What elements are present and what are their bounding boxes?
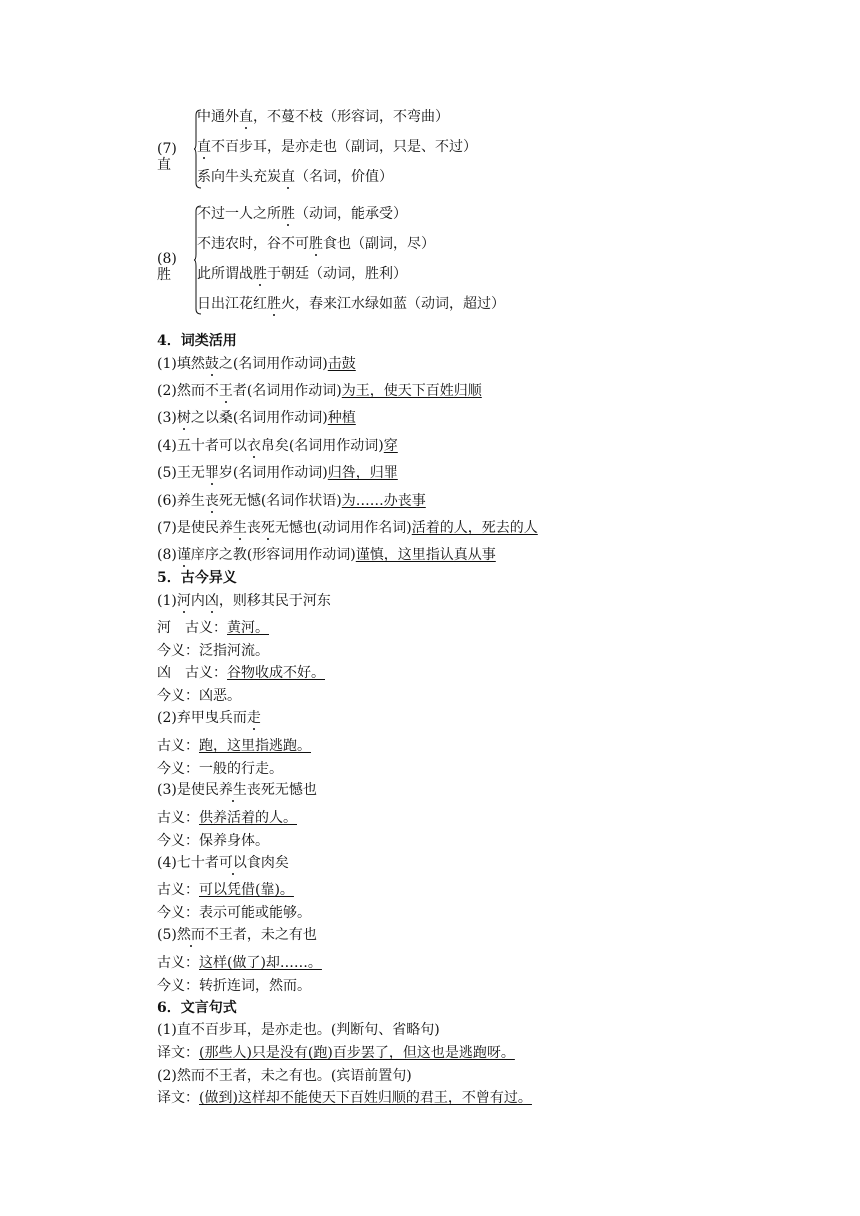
old-meaning: 古义：可以凭借(靠)。 — [157, 882, 294, 898]
example-sentence: (1)直不百步耳，是亦走也。(判断句、省略句) — [157, 1022, 440, 1038]
list-item: (8)谨庠序之教(形容词用作动词)谨慎，这里指认真从事 — [157, 547, 496, 563]
new-meaning: 今义：表示可能或能够。 — [157, 905, 311, 921]
old-meaning: 凶 古义：谷物收成不好。 — [157, 665, 325, 681]
list-item: (1)填然鼓之(名词用作动词)击鼓 — [157, 356, 356, 372]
example-sentence: (3)是使民养生丧死无憾也 — [157, 782, 317, 798]
section-heading: 4．词类活用 — [157, 333, 237, 349]
polysemy-line: 系向牛头充炭直（名词，价值） — [197, 169, 393, 185]
polysemy-line: 不过一人之所胜（动词，能承受） — [197, 206, 407, 222]
old-meaning: 古义：供养活着的人。 — [157, 810, 297, 826]
list-item: (7)是使民养生丧死无憾也(动词用作名词)活着的人，死去的人 — [157, 520, 538, 536]
old-meaning: 河 古义：黄河。 — [157, 620, 269, 636]
section-heading: 5．古今异义 — [157, 570, 237, 586]
polysemy-label: (8)胜 — [157, 251, 177, 283]
example-sentence: (2)然而不王者，未之有也。(宾语前置句) — [157, 1068, 412, 1084]
translation: 译文：(那些人)只是没有(跑)百步罢了，但这也是逃跑呀。 — [157, 1045, 515, 1061]
old-meaning: 古义：这样(做了)却……。 — [157, 955, 322, 971]
new-meaning: 今义：转折连词，然而。 — [157, 978, 311, 994]
new-meaning: 今义：一般的行走。 — [157, 761, 283, 777]
list-item: (4)五十者可以衣帛矣(名词用作动词)穿 — [157, 438, 398, 454]
polysemy-line: 不违农时，谷不可胜食也（副词，尽） — [197, 236, 435, 252]
polysemy-line: 此所谓战胜于朝廷（动词，胜利） — [197, 266, 407, 282]
translation: 译文：(做到)这样却不能使天下百姓归顺的君王，不曾有过。 — [157, 1090, 532, 1106]
example-sentence: (2)弃甲曳兵而走 — [157, 710, 261, 726]
list-item: (3)树之以桑(名词用作动词)种植 — [157, 410, 356, 426]
example-sentence: (1)河内凶，则移其民于河东 — [157, 593, 331, 609]
list-item: (6)养生丧死无憾(名词作状语)为……办丧事 — [157, 493, 426, 509]
example-sentence: (4)七十者可以食肉矣 — [157, 855, 289, 871]
polysemy-label: (7)直 — [157, 141, 177, 173]
new-meaning: 今义：泛指河流。 — [157, 643, 269, 659]
list-item: (5)王无罪岁(名词用作动词)归咎，归罪 — [157, 465, 398, 481]
polysemy-line: 直不百步耳，是亦走也（副词，只是、不过） — [197, 139, 477, 155]
polysemy-line: 中通外直，不蔓不枝（形容词，不弯曲） — [197, 109, 449, 125]
list-item: (2)然而不王者(名词用作动词)为王，使天下百姓归顺 — [157, 383, 482, 399]
example-sentence: (5)然而不王者，未之有也 — [157, 927, 317, 943]
polysemy-line: 日出江花红胜火，春来江水绿如蓝（动词，超过） — [197, 296, 505, 312]
section-heading: 6．文言句式 — [157, 1000, 237, 1016]
old-meaning: 古义：跑，这里指逃跑。 — [157, 738, 311, 754]
new-meaning: 今义：凶恶。 — [157, 688, 241, 704]
new-meaning: 今义：保养身体。 — [157, 833, 269, 849]
